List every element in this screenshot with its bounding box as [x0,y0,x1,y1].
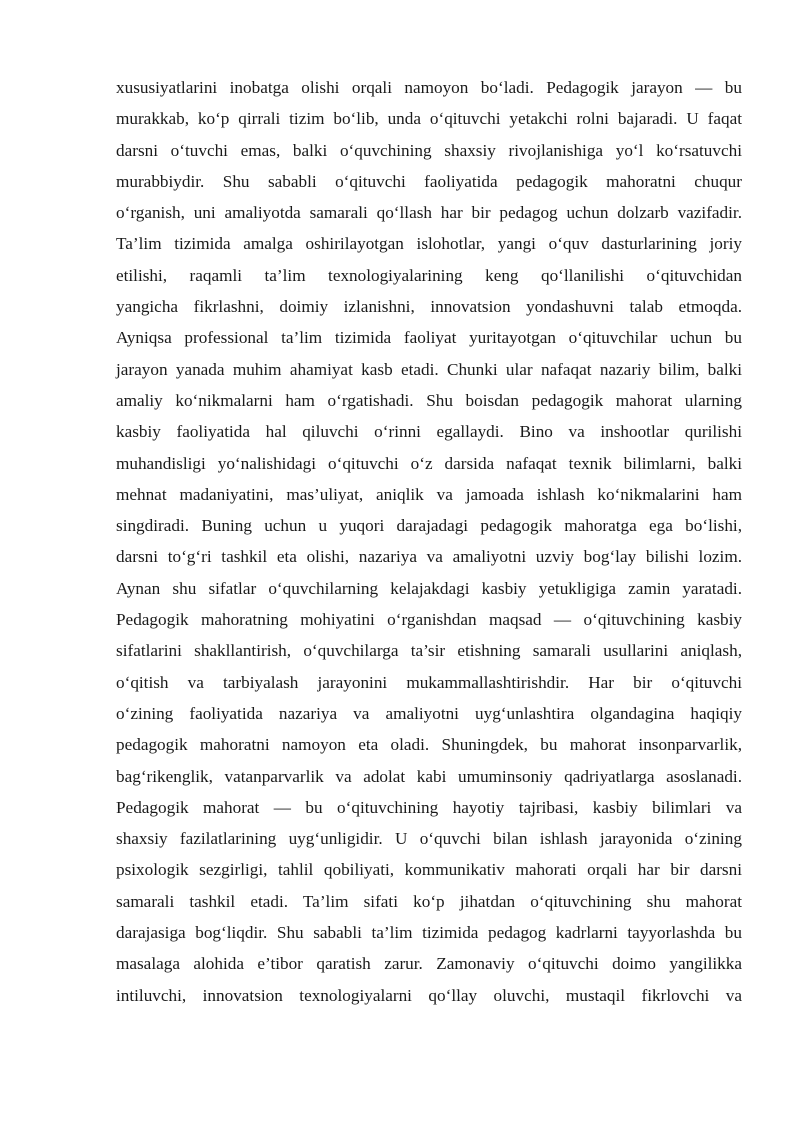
text-line: mehnat madaniyatini, mas’uliyat, aniqlik va jamoada ishlash ko‘nikmalarini ham [116,484,742,504]
text-line: murabbiydir. Shu sababli o‘qituvchi faoliyatida pedagogik mahoratni chuqur [116,171,742,191]
text-line: etilishi, raqamli ta’lim texnologiyalarining keng qo‘llanilishi o‘qituvchidan [116,265,742,285]
text-line: Pedagogik mahoratning mohiyatini o‘rganishdan maqsad — o‘qituvchining kasbiy [116,610,742,630]
text-line: muhandisligi yo‘nalishidagi o‘qituvchi o‘z darsida nafaqat texnik bilimlarni, balki [116,453,742,473]
text-line: masalaga alohida e’tibor qaratish zarur. Zamonaviy o‘qituvchi doimo yangilikka [116,954,742,974]
text-line: intiluvchi, innovatsion texnologiyalarni qo‘llay oluvchi, mustaqil fikrlovchi va [116,985,742,1005]
text-line: pedagogik mahoratni namoyon eta oladi. Shuningdek, bu mahorat insonparvarlik, [116,735,742,755]
text-line: jarayon yanada muhim ahamiyat kasb etadi. Chunki ular nafaqat nazariy bilim, balki [116,359,742,379]
text-line: xususiyatlarini inobatga olishi orqali namoyon bo‘ladi. Pedagogik jarayon — bu [116,78,742,97]
text-line: samarali tashkil etadi. Ta’lim sifati ko‘p jihatdan o‘qituvchining shu mahorat [116,891,742,911]
text-line: o‘rganish, uni amaliyotda samarali qo‘llash har bir pedagog uchun dolzarb vazifadir. [116,203,742,223]
text-line: bag‘rikenglik, vatanparvarlik va adolat kabi umuminsoniy qadriyatlarga asoslanadi. [116,766,742,786]
text-line: yangicha fikrlashni, doimiy izlanishni, innovatsion yondashuvni talab etmoqda. [116,297,742,317]
text-line: amaliy ko‘nikmalarni ham o‘rgatishadi. Shu boisdan pedagogik mahorat ularning [116,390,742,410]
text-line: psixologik sezgirligi, tahlil qobiliyati, kommunikativ mahorati orqali har bir darsni [116,860,742,880]
body-text [116,72,742,1011]
text-line: darsni o‘tuvchi emas, balki o‘quvchining shaxsiy rivojlanishiga yo‘l ko‘rsatuvchi [116,140,742,160]
text-line: sifatlarini shakllantirish, o‘quvchilarga ta’sir etishning samarali usullarini aniqlash, [116,641,742,661]
text-line: darajasiga bog‘liqdir. Shu sababli ta’lim tizimida pedagog kadrlarni tayyorlashda bu [116,923,742,943]
text-line: kasbiy faoliyatida hal qiluvchi o‘rinni egallaydi. Bino va inshootlar qurilishi [116,422,742,442]
text-line: murakkab, ko‘p qirrali tizim bo‘lib, unda o‘qituvchi yetakchi rolni bajaradi. U faqat [116,109,742,129]
text-line: Ta’lim tizimida amalga oshirilayotgan islohotlar, yangi o‘quv dasturlarining joriy [116,234,742,254]
text-line: Aynan shu sifatlar o‘quvchilarning kelajakdagi kasbiy yetukligiga zamin yaratadi. [116,578,742,598]
text-line: o‘zining faoliyatida nazariya va amaliyotni uyg‘unlashtira olgandagina haqiqiy [116,703,742,723]
text-line: Pedagogik mahorat — bu o‘qituvchining hayotiy tajribasi, kasbiy bilimlari va [116,797,742,817]
text-line: shaxsiy fazilatlarining uyg‘unligidir. U o‘quvchi bilan ishlash jarayonida o‘zining [116,829,742,849]
text-line: Ayniqsa professional ta’lim tizimida faoliyat yuritayotgan o‘qituvchilar uchun bu [116,328,742,348]
text-line: o‘qitish va tarbiyalash jarayonini mukammallashtirishdir. Har bir o‘qituvchi [116,672,742,692]
text-line: singdiradi. Buning uchun u yuqori darajadagi pedagogik mahoratga ega bo‘lishi, [116,516,742,536]
text-line: darsni to‘g‘ri tashkil eta olishi, nazariya va amaliyotni uzviy bog‘lay bilishi lozim. [116,547,742,567]
